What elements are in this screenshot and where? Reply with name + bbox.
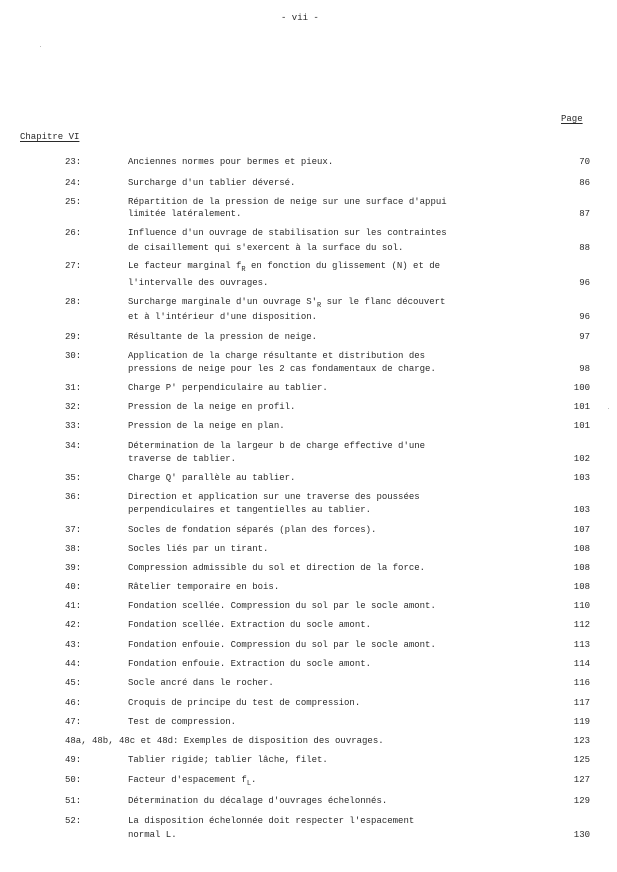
page-number: 107: [573, 525, 590, 535]
page-number: 97: [579, 332, 590, 342]
text-segment: en fonction du glissement (N) et de: [245, 261, 441, 271]
text-segment: Facteur d'espacement f: [128, 775, 247, 785]
figure-title-line: l'intervalle des ouvrages.: [128, 278, 269, 288]
page-number: 117: [573, 698, 590, 708]
page-number: 101: [573, 421, 590, 431]
figure-number: 31:: [65, 383, 82, 393]
figure-title-line: et à l'intérieur d'une disposition.: [128, 312, 318, 322]
figure-number: 28:: [65, 297, 82, 307]
page-number: 101: [573, 402, 590, 412]
figure-number: 50:: [65, 775, 82, 785]
page-number: 96: [579, 312, 590, 322]
figure-title-line: de cisaillement qui s'exercent à la surface du sol.: [128, 243, 404, 253]
scan-speck: [40, 46, 41, 47]
text-segment: sur le flanc découvert: [321, 297, 446, 307]
chapter-heading: Chapitre VI: [20, 132, 80, 142]
page-number: 123: [573, 736, 590, 746]
figure-number: 23:: [65, 157, 82, 167]
figure-title-line: [128, 774, 256, 787]
figure-number: 25:: [65, 197, 82, 207]
figure-number: 33:: [65, 421, 82, 431]
figure-title-line: Surcharge d'un tablier déversé.: [128, 178, 296, 188]
figure-number: 26:: [65, 228, 82, 238]
figure-title-line: Pression de la neige en plan.: [128, 421, 285, 431]
page-number: 103: [573, 473, 590, 483]
figure-title-line: normal L.: [128, 830, 177, 840]
page-number: 113: [573, 640, 590, 650]
figure-title-line: Direction et application sur une traverse des poussées: [128, 492, 420, 502]
figure-number: 51:: [65, 796, 82, 806]
figure-title-line: [128, 260, 440, 273]
figure-title-line: limitée latéralement.: [128, 209, 242, 219]
figure-title-line: Râtelier temporaire en bois.: [128, 582, 280, 592]
figure-title-line: [128, 296, 445, 309]
page-number: 70: [579, 157, 590, 167]
page-number: 116: [573, 678, 590, 688]
figure-title-line: La disposition échelonnée doit respecter l'espacement: [128, 816, 415, 826]
figure-number: 42:: [65, 620, 82, 630]
scan-speck: [608, 408, 609, 409]
figure-number: 47:: [65, 717, 82, 727]
figure-number: 36:: [65, 492, 82, 502]
figure-number: 45:: [65, 678, 82, 688]
figure-number: 24:: [65, 178, 82, 188]
figure-number: 43:: [65, 640, 82, 650]
page-number: 87: [579, 209, 590, 219]
page-number: 129: [573, 796, 590, 806]
figure-number: 46:: [65, 698, 82, 708]
figure-title-line: Exemples de disposition des ouvrages.: [183, 736, 384, 746]
figure-title-line: Fondation enfouie. Compression du sol par le socle amont.: [128, 640, 436, 650]
page-column-header: Page: [561, 114, 583, 124]
figure-title-line: Fondation scellée. Compression du sol par le socle amont.: [128, 601, 436, 611]
page-number: 108: [573, 544, 590, 554]
figure-title-line: Résultante de la pression de neige.: [128, 332, 318, 342]
text-segment: Le facteur marginal f: [128, 261, 242, 271]
text-segment: Surcharge marginale d'un ouvrage S': [128, 297, 318, 307]
figure-number: 29:: [65, 332, 82, 342]
figure-number: 40:: [65, 582, 82, 592]
figure-title-line: Croquis de principe du test de compression.: [128, 698, 361, 708]
figure-number: 44:: [65, 659, 82, 669]
figure-title-line: pressions de neige pour les 2 cas fondamentaux de charge.: [128, 364, 436, 374]
page-number: 130: [573, 830, 590, 840]
page-number: 112: [573, 620, 590, 630]
figure-number: 34:: [65, 441, 82, 451]
figure-number: 37:: [65, 525, 82, 535]
figure-title-line: traverse de tablier.: [128, 454, 237, 464]
figure-title-line: Test de compression.: [128, 717, 237, 727]
page-number-header: - vii -: [281, 13, 319, 23]
page-number: 110: [573, 601, 590, 611]
page-number: 114: [573, 659, 590, 669]
figure-title-line: Fondation scellée. Extraction du socle amont.: [128, 620, 372, 630]
figure-number: 41:: [65, 601, 82, 611]
figure-title-line: Influence d'un ouvrage de stabilisation sur les contraintes: [128, 228, 447, 238]
subscript: R: [241, 266, 246, 274]
figure-number: 27:: [65, 261, 82, 271]
figure-title-line: Pression de la neige en profil.: [128, 402, 296, 412]
figure-title-line: Anciennes normes pour bermes et pieux.: [128, 157, 334, 167]
page-number: 127: [573, 775, 590, 785]
figure-title-line: Détermination du décalage d'ouvrages échelonnés.: [128, 796, 388, 806]
page-number: 125: [573, 755, 590, 765]
figure-title-line: Fondation enfouie. Extraction du socle amont.: [128, 659, 372, 669]
figure-number: 49:: [65, 755, 82, 765]
figure-title-line: Application de la charge résultante et distribution des: [128, 351, 426, 361]
page-number: 86: [579, 178, 590, 188]
figure-title-line: Charge Q' parallèle au tablier.: [128, 473, 296, 483]
page-number: 108: [573, 582, 590, 592]
figure-number: 35:: [65, 473, 82, 483]
page-number: 88: [579, 243, 590, 253]
page-number: 100: [573, 383, 590, 393]
figure-number: 30:: [65, 351, 82, 361]
figure-number: 48a, 48b, 48c et 48d:: [65, 736, 179, 746]
figure-number: 52:: [65, 816, 82, 826]
subscript: R: [317, 302, 322, 310]
figure-number: 39:: [65, 563, 82, 573]
figure-title-line: Charge P' perpendiculaire au tablier.: [128, 383, 328, 393]
figure-number: 38:: [65, 544, 82, 554]
page-number: 98: [579, 364, 590, 374]
page-number: 108: [573, 563, 590, 573]
page-number: 102: [573, 454, 590, 464]
figure-number: 32:: [65, 402, 82, 412]
figure-title-line: Détermination de la largeur b de charge effective d'une: [128, 441, 426, 451]
figure-title-line: Socles de fondation séparés (plan des forces).: [128, 525, 377, 535]
text-segment: .: [251, 775, 257, 785]
figure-title-line: Socle ancré dans le rocher.: [128, 678, 274, 688]
page-number: 103: [573, 505, 590, 515]
figure-title-line: Socles liés par un tirant.: [128, 544, 269, 554]
figure-title-line: perpendiculaires et tangentielles au tablier.: [128, 505, 372, 515]
page-number: 96: [579, 278, 590, 288]
figure-title-line: Répartition de la pression de neige sur une surface d'appui: [128, 197, 447, 207]
figure-title-line: Compression admissible du sol et direction de la force.: [128, 563, 426, 573]
figure-title-line: Tablier rigide; tablier lâche, filet.: [128, 755, 328, 765]
page-number: 119: [573, 717, 590, 727]
subscript: L: [246, 780, 252, 788]
